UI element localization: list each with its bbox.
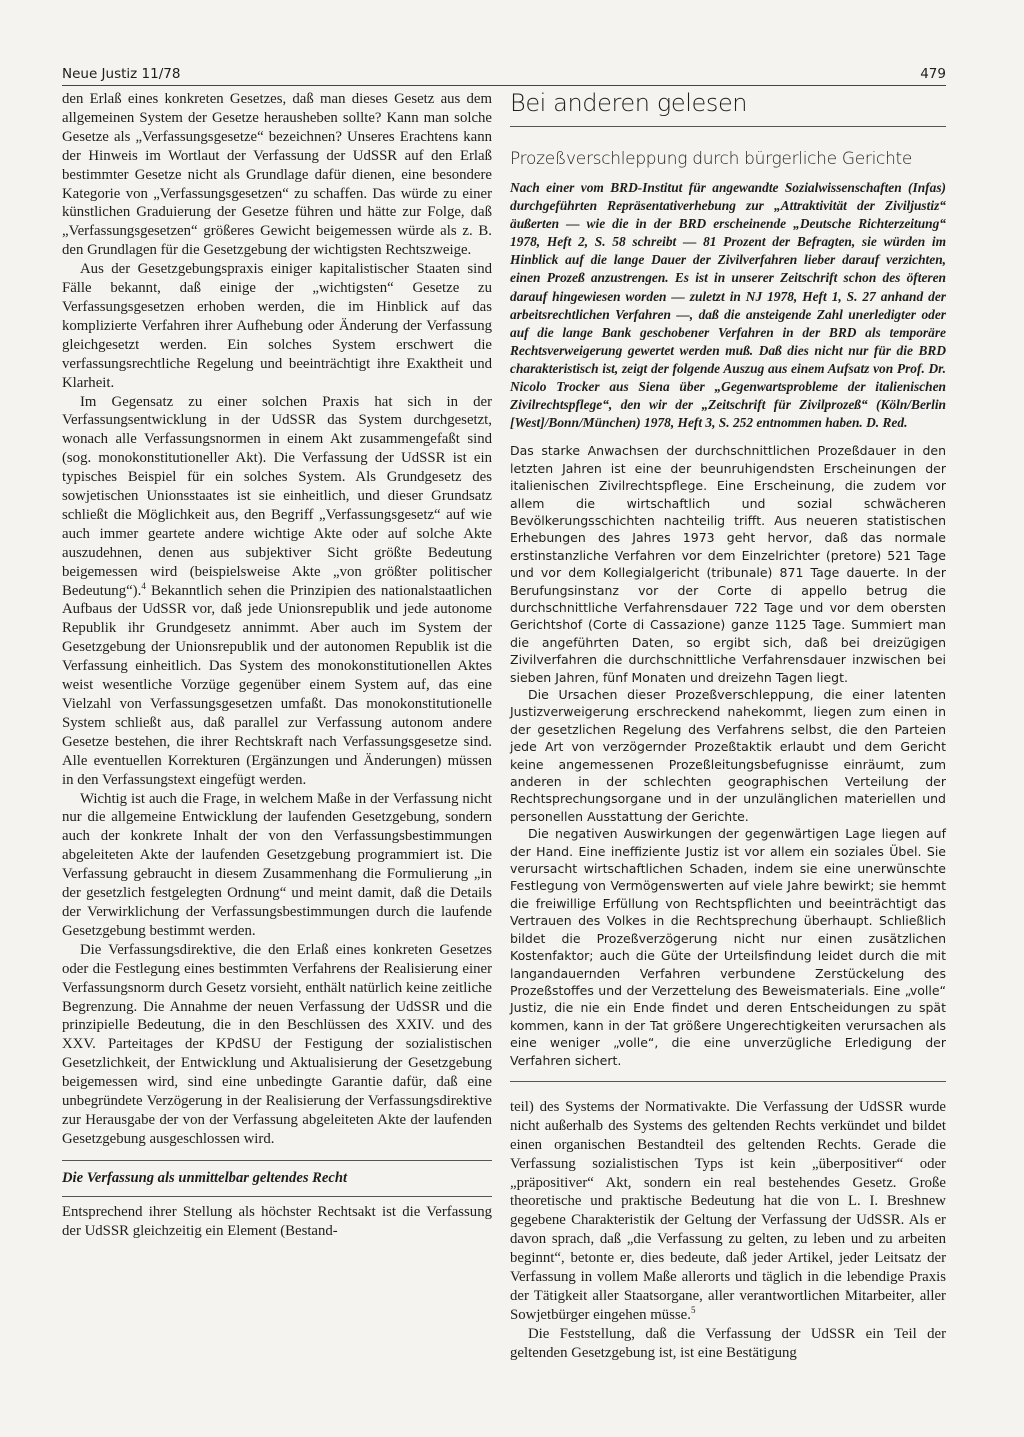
paragraph: [510, 1098, 946, 1325]
excerpt-box: [510, 90, 946, 1082]
footnote-ref: 4: [141, 580, 146, 591]
journal-issue: Neue Justiz 11/78: [62, 66, 181, 82]
paragraph: Die negativen Auswirkungen der gegenwärtigen Lage liegen auf der Hand. Eine ineffiziente Justiz ist vor allem ein soziales Übel. Sie verursacht wirtschaftlichen Schaden, indem sie eine unerwünschte Festlegung von Vermögenswerten auf viele Jahre bewirkt; sie hemmt die freiwillige Erfüllung von Rechtspflichten und beeinträchtigt das Vertrauen des Volkes in die Rechtsprechung überhaupt. Schließlich bildet die Prozeßverzögerung nicht nur einen zusätzlichen Kostenfaktor; auch die Güte der Urteilsfindung leidet durch die mit langandauernden Verfahren verbundene Zerstückelung des Prozeßstoffes und der Verzettelung des Beweismaterials. Eine „volle“ Justiz, die nie ein Ende findet und deren Entscheidungen zu spät kommen, kann in der Tat größere Ungerechtigkeiten verursachen als eine weniger „volle“, die eine unverzügliche Erledigung der Verfahren sichert.: [510, 826, 946, 1068]
right-column: [510, 90, 946, 1363]
lead-paragraph: Nach einer vom BRD-Institut für angewandte Sozialwissenschaften (Infas) durchgeführten Repräsentativerhebung zur „Attraktivität der Ziviljustiz“ äußerten — wie die in der BRD erscheinende „Deutsche Richterzeitung“ 1978, Heft 2, S. 58 schreibt — 81 Prozent der Befragten, sie würden im Hinblick auf die lange Dauer der Zivilverfahren lieber darauf verzichten, einen Prozeß anzustrengen. Es ist in unserer Zeitschrift schon des öfteren darauf hingewiesen worden — zuletzt in NJ 1978, Heft 1, S. 27 anhand der arbeitsrechtlichen Verfahren —, daß die ansteigende Zahl unerledigter oder auf die lange Bank geschobener Verfahren in der BRD als temporäre Rechtsverweigerung gewertet werden muß. Daß dies nicht nur für die BRD charakteristisch ist, zeigt der folgende Auszug aus einem Aufsatz von Prof. Dr. Nicolo Trocker aus Siena über „Gegenwartsprobleme der italienischen Zivilrechtspflege“, den wir der „Zeitschrift für Zivilprozeß“ (Köln/Berlin [West]/Bonn/München) 1978, Heft 3, S. 252 entnommen haben. D. Red.: [510, 180, 946, 431]
paragraph: Entsprechend ihrer Stellung als höchster Rechtsakt ist die Verfassung der UdSSR gleichzeitig ein Element (Bestand-: [62, 1203, 492, 1239]
paragraph: Die Ursachen dieser Prozeßverschleppung, die einer latenten Justizverweigerung erschreckend nahekommt, liegen zum einen in der gesetzlichen Regelung des Verfahrens selbst, die den Parteien jede Art von verzögernder Prozeßtaktik erlaubt und dem Gericht keine angemessenen Prozeßleitungsbefugnisse einräumt, zum anderen in der schlechten geographischen Verteilung der Rechtsprechungsorgane und in der unzulänglichen materiellen und personellen Ausstattung der Gerichte.: [510, 687, 946, 824]
divider: [62, 1196, 492, 1197]
paragraph: Aus der Gesetzgebungspraxis einiger kapitalistischer Staaten sind Fälle bekannt, daß einige der „wichtigsten“ Gesetze zu Verfassungsgesetzen erhoben werden, die im Hinblick auf das komplizierte Verfahren ihrer Aufhebung oder Änderung der Verfassung gleichgesetzt werden. Ein solches System erschwert die verfassungsrechtliche Regelung und beeinträchtigt ihre Exaktheit und Klarheit.: [62, 261, 492, 391]
running-header: [62, 60, 946, 86]
editorial-lead: [510, 179, 946, 432]
paragraph: Wichtig ist auch die Frage, in welchem Maße in der Verfassung nicht nur die allgemeine Entwicklung der laufenden Gesetzgebung, sondern auch der konkrete Inhalt der von den Verfassungsbestimmungen abgeleiteten Akte der laufenden Gesetzgebung programmiert ist. Die Verfassung gebraucht in diesem Zusammenhang die Formulierung „in der gesetzlich festgelegten Ordnung“ und meint damit, daß die Details der Verwirklichung der Verfassungsbestimmungen durch die laufende Gesetzgebung bestimmt werden.: [62, 790, 492, 939]
section-heading: Die Verfassung als unmittelbar geltendes Recht: [62, 1160, 492, 1187]
paragraph: den Erlaß eines konkreten Gesetzes, daß man dieses Gesetz aus dem allgemeinen System der Gesetze herausheben sollte? Kann man solche Gesetze als „Verfassungsgesetze“ bezeichnen? Unseres Erachtens kann der Hinweis im Wortlaut der Verfassung der UdSSR auf den Erlaß bestimmter Gesetze nicht als Grundlage dafür dienen, eine besondere Kategorie von „Verfassungsgesetzen“ zu schaffen. Das würde zu einer künstlichen Graduierung der Gesetze führen und hätte zur Folge, daß „Verfassungsgesetzen“ größeres Gewicht beigemessen würde als z. B. den Grundlagen für die Gesetzgebung der wichtigsten Rechtszweige.: [62, 91, 492, 259]
paragraph: Die Feststellung, daß die Verfassung der UdSSR ein Teil der geltenden Gesetzgebung ist, ist eine Bestätigung: [510, 1325, 946, 1361]
paragraph-text: teil) des Systems der Normativakte. Die Verfassung der UdSSR wurde nicht außerhalb des Systems des geltenden Rechts verkündet und bildet einen organischen Bestandteil des geltenden Rechts. Gerade die Verfassung sozialistischen Typs ist kein „überpositiver“ oder „präpositiver“ Akt, sondern ein real bestehendes Gesetz. Große theoretische und praktische Bedeutung hat die von L. I. Breshnew gegebene Charakteristik der Geltung der Verfassung der UdSSR. Als er davon sprach, daß „die Verfassung zu gelten, zu leben und zu arbeiten beginnt“, betonte er, dies bedeute, daß jeder Artikel, jeder Leitsatz der Verfassung in vollem Maße allerorts und täglich in die lebendige Praxis der Tätigkeit aller Staatsorgane, aller verantwortlichen Mitarbeiter, aller Sowjetbürger eingehen müsse.: [510, 1098, 946, 1323]
left-column: [62, 90, 492, 1241]
rubric-title: Bei anderen gelesen: [510, 90, 946, 127]
paragraph: Die Verfassungsdirektive, die den Erlaß eines konkreten Gesetzes oder die Festlegung eines bestimmten Verfahrens der Realisierung einer Verfassungsnorm durch Gesetz vorsieht, enthält natürlich keine zeitliche Begrenzung. Die Annahme der neuen Verfassung der UdSSR und die prinzipielle Bedeutung, die in den Beschlüssen des XXIV. und des XXV. Parteitages der KPdSU der Festigung der sozialistischen Gesetzlichkeit, der Entwicklung und Aktualisierung der Gesetzgebung beigemessen wird, sind eine unbedingte Garantie dafür, daß eine unbegründete Verzögerung in der Realisierung der Verfassungsdirektive zur Herausgabe der von der Verfassung abgeleiteten Akte der laufenden Gesetzgebung ausgeschlossen wird.: [62, 941, 492, 1147]
footnote-ref: 5: [690, 1304, 696, 1315]
paragraph: Das starke Anwachsen der durchschnittlichen Prozeßdauer in den letzten Jahren ist eine der beunruhigendsten Erscheinungen der italienischen Zivilrechtspflege. Eine Erscheinung, die zudem vor allem die wirtschaftlich und sozial schwächeren Bevölkerungsschichten nachteilig trifft. Aus neueren statistischen Erhebungen des Jahres 1973 geht hervor, daß das normale erstinstanzliche Verfahren vor dem Einzelrichter (pretore) 521 Tage und vor dem Kollegialgericht (tribunale) 871 Tage dauerte. In der Berufungsinstanz vor der Corte di appello betrug die durchschnittliche Verfahrensdauer 722 Tage und vor dem obersten Gerichtshof (Corte di Cassazione) ganze 1125 Tage. Summiert man die angeführten Daten, so ergibt sich, daß bei dreizügigen Zivilverfahren die durchschnittliche Verfahrensdauer inzwischen bei sieben Jahren, fünf Monaten und dreizehn Tagen liegt.: [510, 443, 946, 685]
paragraph: [62, 393, 492, 790]
paragraph-text: Im Gegensatz zu einer solchen Praxis hat sich in der Verfassungsentwicklung in der UdSSR das System durchgesetzt, wonach alle Verfassungsnormen in einem Akt zusammengefaßt sind (sog. monokonstitutioneller Akt). Die Verfassung der UdSSR ist ein typisches Beispiel für ein solches System. Als Grundgesetz des sowjetischen Unionsstaates ist sie einheitlich, und dieser Grundsatz schließt die Möglichkeit aus, den Begriff „Verfassungsgesetz“ auf wie auch immer geartete andere wichtige Akte oder auf solche Akte auszudehnen, denen aus subjektiver Sicht größte Bedeutung beigemessen wird (beispielsweise Akte „von größter politischer Bedeutung“).: [62, 393, 492, 599]
page-number: 479: [920, 66, 946, 82]
excerpt-body: [510, 442, 946, 1069]
article-title: Prozeßverschleppung durch bürgerliche Gerichte: [510, 149, 913, 169]
paragraph-text: Bekanntlich sehen die Prinzipien des nationalstaatlichen Aufbaus der UdSSR vor, daß jede Unionsrepublik und jede autonome Republik ihr Grundgesetz annimmt. Aber auch im System der Gesetzgebung der Unionsrepublik und der autonomen Republik ist die Verfassung einheitlich. Das System des monokonstitutionellen Aktes weist wesentliche Vorzüge gegenüber einem System auf, das eine Vielzahl von Verfassungsgesetzen umfaßt. Das monokonstitutionelle System schließt aus, daß parallel zur Verfassung autonom andere Gesetze bestehen, die ihrer Rechtskraft nach Verfassungsgesetze sind. Alle eventuellen Korrekturen (Ergänzungen und Änderungen) müssen in den Verfassungstext eingefügt werden.: [62, 582, 492, 788]
